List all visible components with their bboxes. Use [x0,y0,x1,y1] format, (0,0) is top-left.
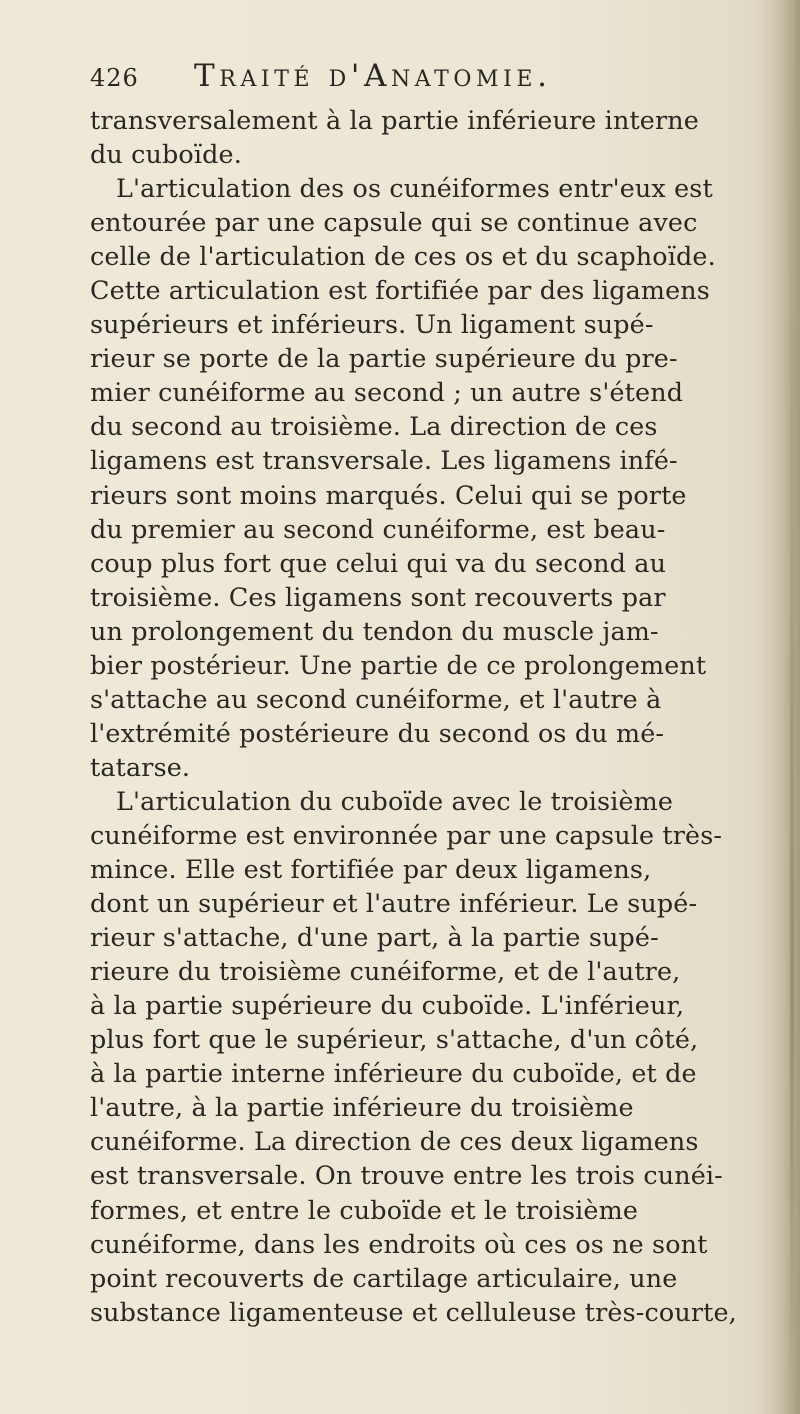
text-line: dont un supérieur et l'autre inférieur. Le supé- [90,888,698,919]
text-line: Cette articulation est fortifiée par des ligamens [90,275,710,306]
text-line: coup plus fort que celui qui va du second au [90,547,667,578]
text-line: l'autre, à la partie inférieure du troisième [90,1092,634,1123]
text-line: ligamens est transversale. Les ligamens infé- [90,445,678,476]
text-line: tatarse. [90,751,191,782]
text-line: plus fort que le supérieur, s'attache, d'un côté, [90,1024,699,1055]
text-line: à la partie supérieure du cuboïde. L'inférieur, [90,990,685,1021]
text-line: troisième. Ces ligamens sont recouverts par [90,581,666,612]
text-line: l'extrémité postérieure du second os du mé- [90,717,665,748]
text-line: supérieurs et inférieurs. Un ligament supé- [90,309,654,340]
text-line: du cuboïde. [90,139,242,170]
text-line: entourée par une capsule qui se continue avec [90,207,698,238]
text-line: rieur se porte de la partie supérieure du pre- [90,343,678,374]
page-number: 426 [90,64,139,92]
running-head: Traité d'Anatomie. [194,58,552,94]
paragraph-start-line: L'articulation du cuboïde avec le troisième [116,785,674,816]
page-header [90,58,790,100]
text-line: celle de l'articulation de ces os et du scaphoïde. [90,241,716,272]
text-line: transversalement à la partie inférieure interne [90,105,699,135]
text-line: mince. Elle est fortifiée par deux ligamens, [90,854,652,885]
paragraph-start-line: L'articulation des os cunéiformes entr'eux est [116,173,713,204]
text-line: cunéiforme, dans les endroits où ces os ne sont [90,1228,708,1259]
text-line: cunéiforme. La direction de ces deux ligamens [90,1126,699,1157]
text-line: rieure du troisième cunéiforme, et de l'autre, [90,956,681,987]
text-line: rieurs sont moins marqués. Celui qui se porte [90,479,687,510]
text-line: mier cunéiforme au second ; un autre s'étend [90,377,684,408]
text-line: bier postérieur. Une partie de ce prolongement [90,649,707,680]
text-line: à la partie interne inférieure du cuboïde, et de [90,1058,697,1089]
text-line: formes, et entre le cuboïde et le troisième [90,1194,639,1225]
text-line: du second au troisième. La direction de ces [90,411,658,442]
text-line: est transversale. On trouve entre les trois cunéi- [90,1160,723,1191]
text-line: du premier au second cunéiforme, est beau- [90,513,666,544]
text-line: cunéiforme est environnée par une capsule très- [90,819,723,850]
body-text [90,103,800,1329]
text-line: s'attache au second cunéiforme, et l'autre à [90,683,662,714]
text-line: point recouverts de cartilage articulaire, une [90,1262,678,1293]
text-line: un prolongement du tendon du muscle jam- [90,615,659,646]
text-line: rieur s'attache, d'une part, à la partie supé- [90,922,659,953]
text-line: substance ligamenteuse et celluleuse très-courte, [90,1296,737,1327]
